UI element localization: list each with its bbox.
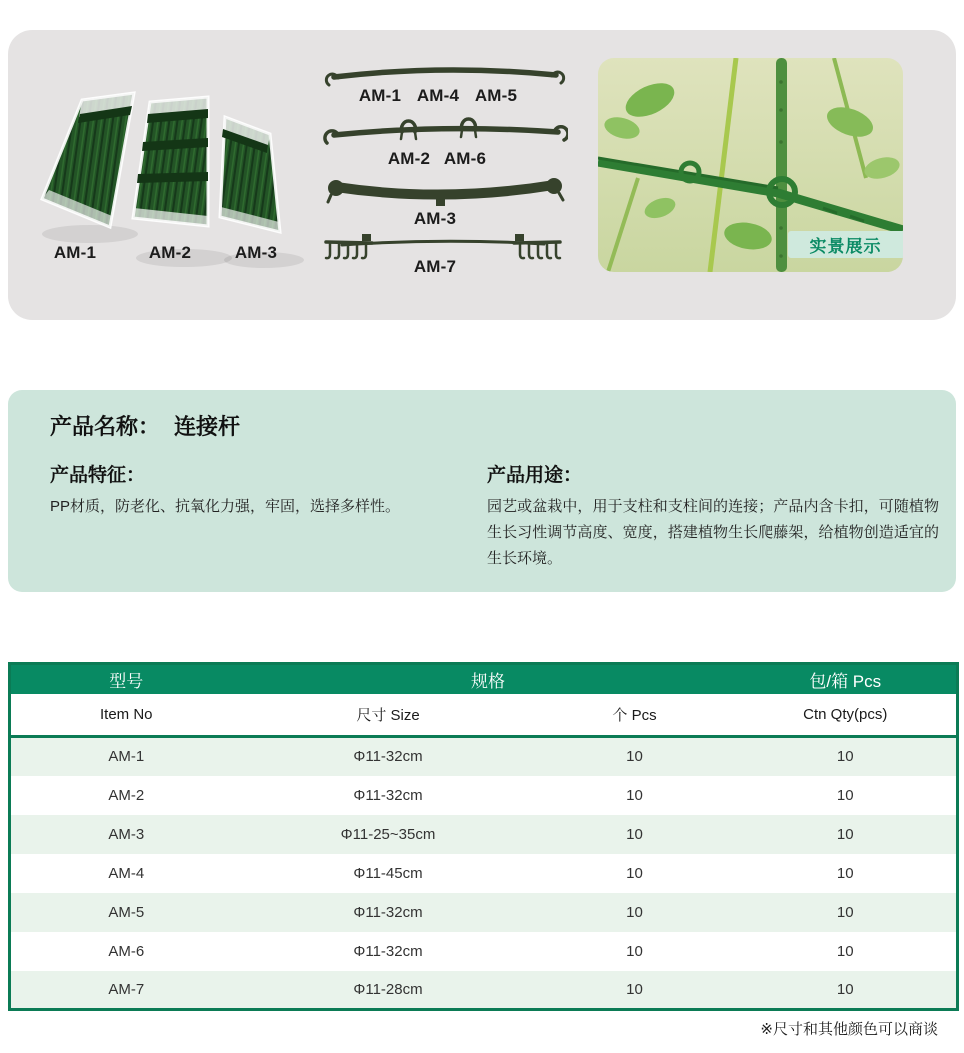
- cell-pcs: 10: [626, 748, 643, 766]
- rod-label-am5: AM-5: [474, 86, 518, 105]
- package-label-am1: AM-1: [53, 243, 97, 262]
- cell-item-no: AM-3: [108, 825, 145, 843]
- package-am1: [42, 93, 134, 227]
- rod-diagram-am7: [326, 234, 560, 258]
- cell-item-no: AM-5: [108, 903, 145, 921]
- packaged-rods-photo: [22, 70, 322, 270]
- product-name-value: 连接杆: [174, 414, 241, 439]
- table-row: [10, 776, 958, 815]
- table-row: [10, 932, 958, 971]
- cell-pcs: 10: [626, 864, 643, 882]
- table-subheader-row: [10, 694, 958, 737]
- cell-ctn-qty: 10: [836, 903, 854, 921]
- cell-size: Φ11-25~35cm: [340, 825, 436, 843]
- cell-ctn-qty: 10: [836, 864, 854, 882]
- table-row: [10, 737, 958, 776]
- cell-item-no: AM-6: [108, 942, 145, 960]
- cell-ctn-qty: 10: [836, 942, 854, 960]
- rod-diagram-am145: [326, 70, 563, 85]
- subheader-ctn-qty: Ctn Qty(pcs): [735, 694, 958, 737]
- cell-item-no: AM-7: [108, 980, 145, 998]
- spec-table-section: [8, 662, 956, 1011]
- rod-diagram-am3: [328, 179, 563, 207]
- product-images-panel: [8, 30, 956, 320]
- rod-label-am3: AM-3: [413, 209, 457, 228]
- cell-pcs: 10: [626, 786, 643, 804]
- subheader-pcs: 个 Pcs: [535, 694, 735, 737]
- cell-item-no: AM-2: [108, 786, 145, 804]
- product-name: [50, 410, 240, 441]
- table-row: [10, 815, 958, 854]
- table-row: [10, 854, 958, 893]
- cell-size: Φ11-32cm: [353, 748, 423, 766]
- cell-ctn-qty: 10: [836, 825, 854, 843]
- cell-pcs: 10: [626, 980, 643, 998]
- product-name-label: 产品名称：: [50, 414, 161, 439]
- photo-badge: 实景展示: [788, 231, 903, 258]
- package-am3: [220, 117, 280, 232]
- cell-size: Φ11-32cm: [353, 942, 423, 960]
- subheader-item-no: Item No: [10, 694, 242, 737]
- package-label-am3: AM-3: [234, 243, 278, 262]
- usage-title: 产品用途：: [487, 465, 583, 486]
- rod-label-am7: AM-7: [413, 257, 457, 276]
- table-header-row: [10, 664, 958, 694]
- cell-item-no: AM-1: [108, 748, 145, 766]
- header-pack: 包/箱 Pcs: [735, 664, 958, 694]
- rod-label-am4: AM-4: [416, 86, 460, 105]
- cell-size: Φ11-32cm: [353, 786, 423, 804]
- product-info-panel: [8, 390, 956, 592]
- cell-size: Φ11-45cm: [353, 864, 423, 882]
- cell-pcs: 10: [626, 903, 643, 921]
- subheader-size: 尺寸 Size: [242, 694, 535, 737]
- features-title: 产品特征：: [50, 465, 146, 486]
- features-text: PP材质，防老化、抗氧化力强，牢固，选择多样性。: [50, 498, 401, 515]
- spec-table: [8, 662, 959, 1011]
- rod-label-am6: AM-6: [443, 149, 487, 168]
- header-model: 型号: [10, 664, 242, 694]
- rod-diagram-am26: [325, 119, 568, 143]
- package-am2: [133, 97, 208, 226]
- rod-label-am1: AM-1: [358, 86, 402, 105]
- cell-size: Φ11-28cm: [353, 980, 423, 998]
- scene-photo: [598, 58, 903, 272]
- rod-label-am2: AM-2: [387, 149, 431, 168]
- cell-ctn-qty: 10: [836, 748, 854, 766]
- cell-size: Φ11-32cm: [353, 903, 423, 921]
- cell-item-no: AM-4: [108, 864, 145, 882]
- table-row: [10, 893, 958, 932]
- table-row: [10, 971, 958, 1010]
- footnote: ※尺寸和其他颜色可以商谈: [760, 1021, 938, 1038]
- header-spec: 规格: [242, 664, 735, 694]
- cell-pcs: 10: [626, 825, 643, 843]
- package-label-am2: AM-2: [148, 243, 192, 262]
- cell-ctn-qty: 10: [836, 980, 854, 998]
- usage-text: 园艺或盆栽中，用于支柱和支柱间的连接；产品内含卡扣，可随植物生长习性调节高度、宽度，搭建植物生长爬藤架，给植物创造适宜的生长环境。: [487, 498, 939, 567]
- cell-ctn-qty: 10: [836, 786, 854, 804]
- cell-pcs: 10: [626, 942, 643, 960]
